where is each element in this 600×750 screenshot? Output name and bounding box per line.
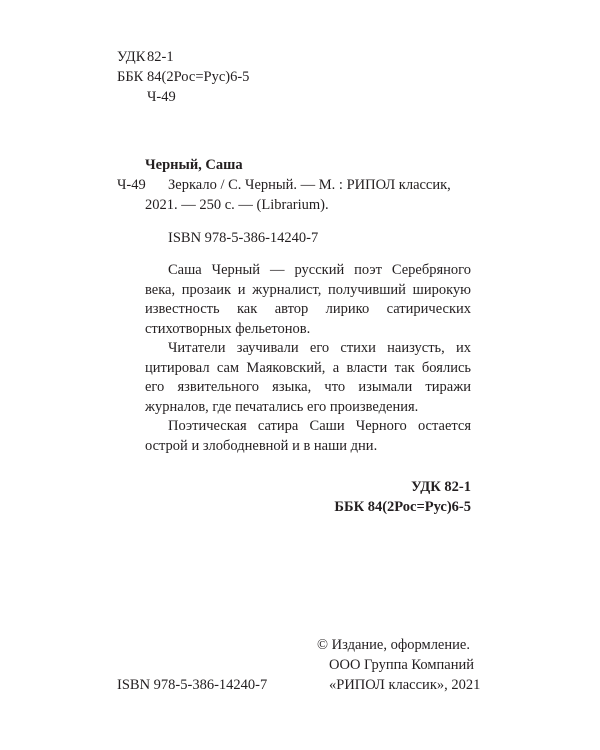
- udk-value: 82-1: [147, 49, 174, 65]
- annotation-paragraph: Саша Черный — русский поэт Серебряного века, прозаик и журналист, получивший широкую известность как автор лирико сатирических стихотворных фельетонов.: [145, 262, 471, 337]
- record-line-1: Зеркало / С. Черный. — М. : РИПОЛ классик,: [168, 177, 451, 193]
- author-mark: Ч-49: [147, 89, 176, 105]
- footer-isbn: ISBN 978-5-386-14240-7: [117, 677, 268, 693]
- bbk-label: ББК: [117, 69, 144, 85]
- udk-label: УДК: [117, 49, 146, 65]
- classification-block: [145, 478, 471, 517]
- classification-udk: УДК 82-1: [411, 479, 471, 495]
- record-isbn: ISBN 978-5-386-14240-7: [168, 230, 319, 246]
- annotation: [145, 261, 471, 456]
- copyright-line-3: «РИПОЛ классик», 2021: [329, 677, 481, 693]
- record-line-2: 2021. — 250 с. — (Librarium).: [145, 197, 329, 213]
- annotation-and-classification: [145, 261, 471, 517]
- record-mark: Ч-49: [117, 177, 146, 193]
- bbk-value: 84(2Рос=Рус)6-5: [147, 69, 250, 85]
- annotation-paragraph: Читатели заучивали его стихи наизусть, их цитировал сам Маяковский, а власти так боялись его язвительного языка, что изымали тиражи журналов, где печатались его произведения.: [145, 340, 471, 415]
- record-author: Черный, Саша: [145, 157, 243, 173]
- copyright-line-2: ООО Группа Компаний: [329, 657, 474, 673]
- copyright-line-1: © Издание, оформление.: [317, 637, 470, 653]
- annotation-paragraph: Поэтическая сатира Саши Черного остается острой и злободневной и в наши дни.: [145, 418, 471, 454]
- classification-bbk: ББК 84(2Рос=Рус)6-5: [334, 498, 471, 515]
